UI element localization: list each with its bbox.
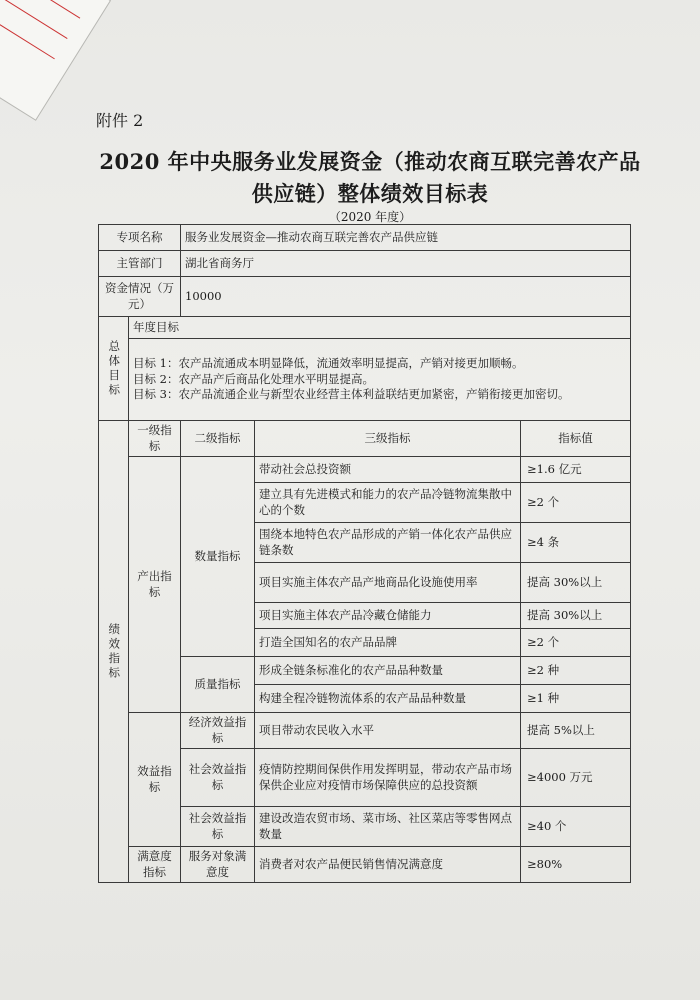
indicator-header-row — [99, 421, 631, 457]
department-row — [99, 251, 631, 277]
indicator-value: ≥2 个 — [521, 629, 631, 657]
performance-indicator-cell — [99, 421, 129, 883]
indicator-text: 疫情防控期间保供作用发挥明显，带动农产品市场保供企业应对疫情市场保障供应的总投资额 — [255, 749, 521, 807]
header-level2: 二级指标 — [181, 421, 255, 457]
goals-cell — [129, 339, 631, 421]
output-indicator-label: 产出指标 — [129, 457, 181, 713]
department-value: 湖北省商务厅 — [181, 251, 631, 277]
satisfaction-indicator-label: 满意度指标 — [129, 847, 181, 883]
quality-indicator-label: 质量指标 — [181, 657, 255, 713]
table-row — [99, 713, 631, 749]
indicator-text: 构建全程冷链物流体系的农产品品种数量 — [255, 685, 521, 713]
table-row — [99, 457, 631, 483]
indicator-value: 提高 5%以上 — [521, 713, 631, 749]
indicator-value: ≥4000 万元 — [521, 749, 631, 807]
indicator-text: 围绕本地特色农产品形成的产销一体化农产品供应链条数 — [255, 523, 521, 563]
benefit-indicator-label: 效益指标 — [129, 713, 181, 847]
header-level3: 三级指标 — [255, 421, 521, 457]
indicator-value: 提高 30%以上 — [521, 603, 631, 629]
title-line-2: 供应链）整体绩效目标表 — [251, 181, 489, 206]
indicator-value: ≥4 条 — [521, 523, 631, 563]
fund-row — [99, 277, 631, 317]
social-benefit-label-2: 社会效益指标 — [181, 807, 255, 847]
indicator-text: 建立具有先进模式和能力的农产品冷链物流集散中心的个数 — [255, 483, 521, 523]
table-row — [99, 847, 631, 883]
underlying-page-corner — [0, 0, 111, 121]
social-benefit-label-1: 社会效益指标 — [181, 749, 255, 807]
performance-target-table — [98, 224, 631, 883]
quantity-indicator-label: 数量指标 — [181, 457, 255, 657]
indicator-text: 形成全链条标准化的农产品品种数量 — [255, 657, 521, 685]
indicator-text: 项目带动农民收入水平 — [255, 713, 521, 749]
title-line-1: 2020 年中央服务业发展资金（推动农商互联完善农产品 — [99, 149, 641, 174]
indicator-text: 打造全国知名的农产品品牌 — [255, 629, 521, 657]
attachment-label: 附件 2 — [96, 111, 144, 130]
year-goal-label: 年度目标 — [129, 317, 631, 339]
performance-indicator-label: 绩效指标 — [107, 622, 122, 681]
fund-value: 10000 — [181, 277, 631, 317]
indicator-value: ≥2 种 — [521, 657, 631, 685]
indicator-text: 带动社会总投资额 — [255, 457, 521, 483]
indicator-value: ≥40 个 — [521, 807, 631, 847]
overall-target-label: 总体目标 — [107, 339, 122, 398]
project-name-value: 服务业发展资金—推动农商互联完善农产品供应链 — [181, 225, 631, 251]
indicator-value: ≥1.6 亿元 — [521, 457, 631, 483]
header-value: 指标值 — [521, 421, 631, 457]
indicator-value: 提高 30%以上 — [521, 563, 631, 603]
indicator-value: ≥80% — [521, 847, 631, 883]
goal-2: 目标 2：农产品产后商品化处理水平明显提高。 — [133, 371, 374, 386]
header-level1: 一级指标 — [129, 421, 181, 457]
indicator-text: 项目实施主体农产品冷藏仓储能力 — [255, 603, 521, 629]
indicator-value: ≥2 个 — [521, 483, 631, 523]
department-label: 主管部门 — [99, 251, 181, 277]
project-name-row — [99, 225, 631, 251]
economic-benefit-label: 经济效益指标 — [181, 713, 255, 749]
indicator-text: 消费者对农产品便民销售情况满意度 — [255, 847, 521, 883]
fund-label: 资金情况（万元） — [99, 277, 181, 317]
year-note: （2020 年度） — [328, 210, 412, 224]
indicator-text: 项目实施主体农产品产地商品化设施使用率 — [255, 563, 521, 603]
goal-1: 目标 1：农产品流通成本明显降低，流通效率明显提高，产销对接更加顺畅。 — [133, 356, 524, 371]
year-goal-header-row — [99, 317, 631, 339]
goals-row — [99, 339, 631, 421]
service-satisfaction-label: 服务对象满意度 — [181, 847, 255, 883]
overall-target-cell — [99, 317, 129, 421]
goal-3: 目标 3：农产品流通企业与新型农业经营主体利益联结更加紧密，产销衔接更加密切。 — [133, 387, 570, 402]
indicator-value: ≥1 种 — [521, 685, 631, 713]
project-name-label: 专项名称 — [99, 225, 181, 251]
indicator-text: 建设改造农贸市场、菜市场、社区菜店等零售网点数量 — [255, 807, 521, 847]
